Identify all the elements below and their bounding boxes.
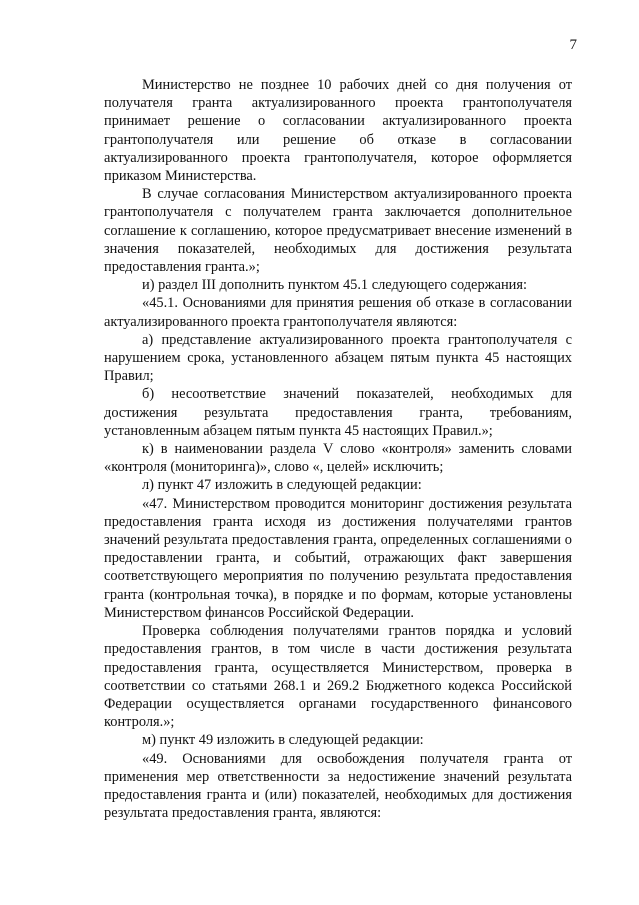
document-body <box>104 76 572 822</box>
paragraph: м) пункт 49 изложить в следующей редакции: <box>142 732 424 749</box>
paragraph: б) несоответствие значений показателей, необходимых для достижения результата предоставления гранта, требованиям, установленным абзацем пятым пункта 45 настоящих Правил.»; <box>104 386 572 439</box>
paragraph: Министерство не позднее 10 рабочих дней со дня получения от получателя гранта актуализированного проекта грантополучателя принимает решение о согласовании актуализированного проекта грантополучателя или решение об отказе в согласовании актуализированного проекта грантополучателя, которое оформляется приказом Министерства. <box>104 77 572 185</box>
paragraph: Проверка соблюдения получателями грантов порядка и условий предоставления грантов, в том числе в части достижения результата предоставления гранта, осуществляется Министерством, проверка в соответствии со статьями 268.1 и 269.2 Бюджетного кодекса Российской Федерации осуществляется органами государственного финансового контроля.»; <box>104 623 572 731</box>
paragraph: «47. Министерством проводится мониторинг достижения результата предоставления гранта исходя из достижения получателями грантов значений результата предоставления гранта, определенных соглашениями о предоставлении гранта, и событий, отражающих факт завершения соответствующего мероприятия по получению результата предоставления гранта (контрольная точка), в порядке и по формам, которые установлены Министерством финансов Российской Федерации. <box>104 495 572 621</box>
paragraph: а) представление актуализированного проекта грантополучателя с нарушением срока, установленного абзацем пятым пункта 45 настоящих Правил; <box>104 331 572 385</box>
paragraph: и) раздел III дополнить пунктом 45.1 следующего содержания: <box>142 277 527 294</box>
paragraph: В случае согласования Министерством актуализированного проекта грантополучателя с получателем гранта заключается дополнительное соглашение к соглашению, которое предусматривает внесение изменений в значения показателей, необходимых для достижения результата предоставления гранта.»; <box>104 186 572 276</box>
paragraph: «45.1. Основаниями для принятия решения об отказе в согласовании актуализированного проекта грантополучателя являются: <box>104 295 572 330</box>
paragraph: «49. Основаниями для освобождения получателя гранта от применения мер ответственности за недостижение значений результата предоставления гранта и (или) показателей, необходимых для достижения результата предоставления гранта, являются: <box>104 750 572 822</box>
paragraph: л) пункт 47 изложить в следующей редакции: <box>142 477 422 494</box>
paragraph: к) в наименовании раздела V слово «контроля» заменить словами «контроля (мониторинга)», слово «, целей» исключить; <box>104 441 572 476</box>
page-number: 7 <box>569 37 577 53</box>
